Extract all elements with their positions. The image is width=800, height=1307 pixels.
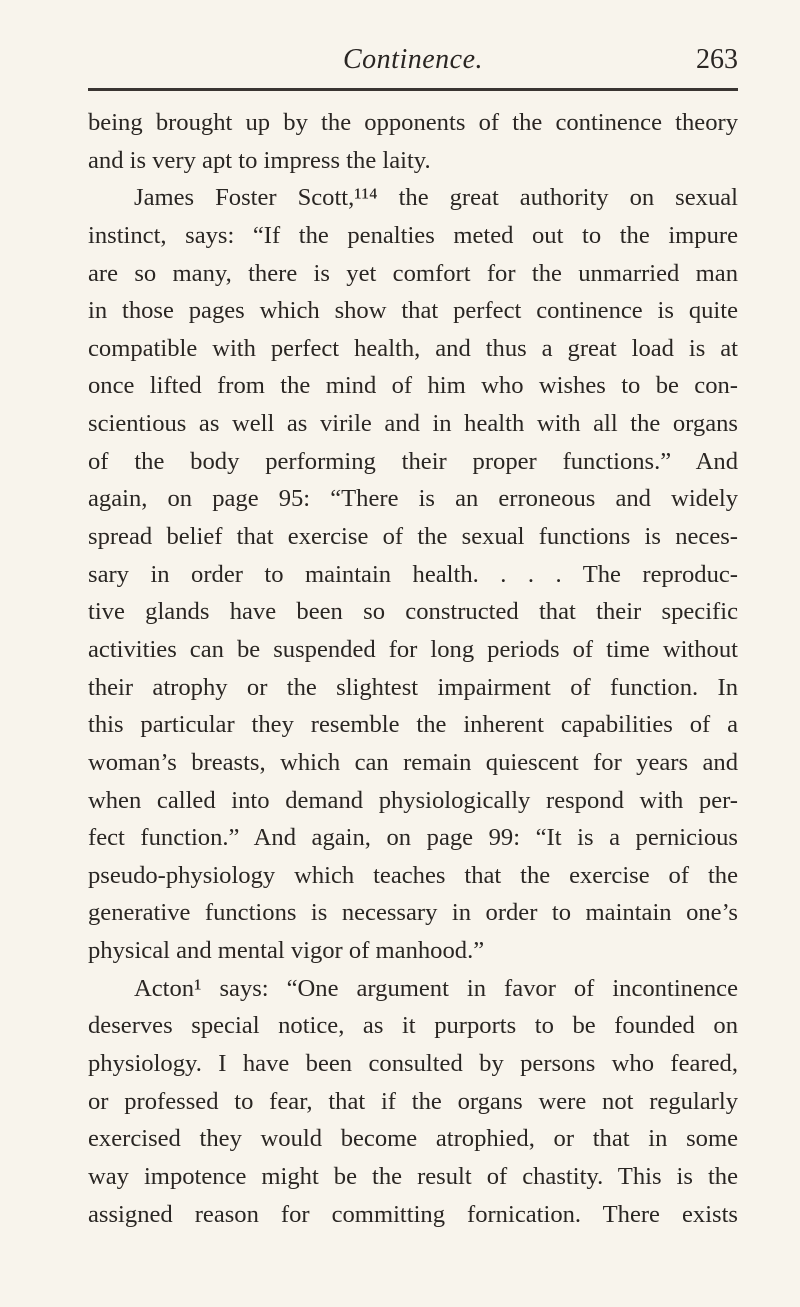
text-line: this particular they resemble the inherent capabilities of a bbox=[88, 711, 738, 739]
running-title: Continence. bbox=[342, 44, 484, 75]
text-line: again, on page 95: “There is an erroneous and widely bbox=[88, 485, 738, 513]
text-line: Acton¹ says: “One argument in favor of incontinence bbox=[134, 974, 738, 1002]
text-line: physiology. I have been consulted by persons who feared, bbox=[88, 1050, 738, 1078]
text-line: of the body performing their proper functions.” And bbox=[88, 447, 738, 475]
text-line: scientious as well as virile and in health with all the organs bbox=[88, 410, 738, 438]
text-line: compatible with perfect health, and thus a great load is at bbox=[88, 334, 738, 362]
text-line: fect function.” And again, on page 99: “It is a pernicious bbox=[88, 824, 738, 852]
text-line: physical and mental vigor of manhood.” bbox=[88, 937, 485, 965]
text-line: pseudo-physiology which teaches that the exercise of the bbox=[88, 861, 738, 889]
text-line: in those pages which show that perfect continence is quite bbox=[88, 297, 738, 325]
text-line: instinct, says: “If the penalties meted out to the impure bbox=[88, 221, 738, 249]
text-line: are so many, there is yet comfort for the unmarried man bbox=[88, 259, 738, 287]
running-head bbox=[88, 40, 738, 80]
text-line: being brought up by the opponents of the continence theory bbox=[88, 109, 738, 136]
text-line: exercised they would become atrophied, or that in some bbox=[88, 1125, 738, 1153]
body-text bbox=[88, 104, 738, 1233]
text-line: their atrophy or the slightest impairment of function. In bbox=[88, 673, 738, 701]
text-line: sary in order to maintain health. . . . The reproduc- bbox=[88, 560, 738, 588]
text-line: deserves special notice, as it purports to be founded on bbox=[88, 1012, 738, 1040]
header-rule bbox=[88, 88, 738, 91]
text-line: when called into demand physiologically respond with per- bbox=[88, 786, 738, 814]
text-line: tive glands have been so constructed that their specific bbox=[88, 598, 738, 626]
text-line: assigned reason for committing fornication. There exists bbox=[88, 1200, 738, 1228]
text-line: way impotence might be the result of chastity. This is the bbox=[88, 1162, 738, 1190]
text-line: woman’s breasts, which can remain quiescent for years and bbox=[88, 748, 738, 776]
text-line: and is very apt to impress the laity. bbox=[88, 146, 431, 174]
text-line: spread belief that exercise of the sexual functions is neces- bbox=[88, 523, 738, 551]
text-line: James Foster Scott,¹¹⁴ the great authority on sexual bbox=[134, 184, 738, 212]
text-line: generative functions is necessary in order to maintain one’s bbox=[88, 899, 738, 927]
text-line: activities can be suspended for long periods of time without bbox=[88, 635, 738, 663]
text-line: once lifted from the mind of him who wishes to be con- bbox=[88, 372, 738, 400]
text-line: or professed to fear, that if the organs were not regularly bbox=[88, 1087, 738, 1115]
page-number: 263 bbox=[696, 44, 738, 75]
